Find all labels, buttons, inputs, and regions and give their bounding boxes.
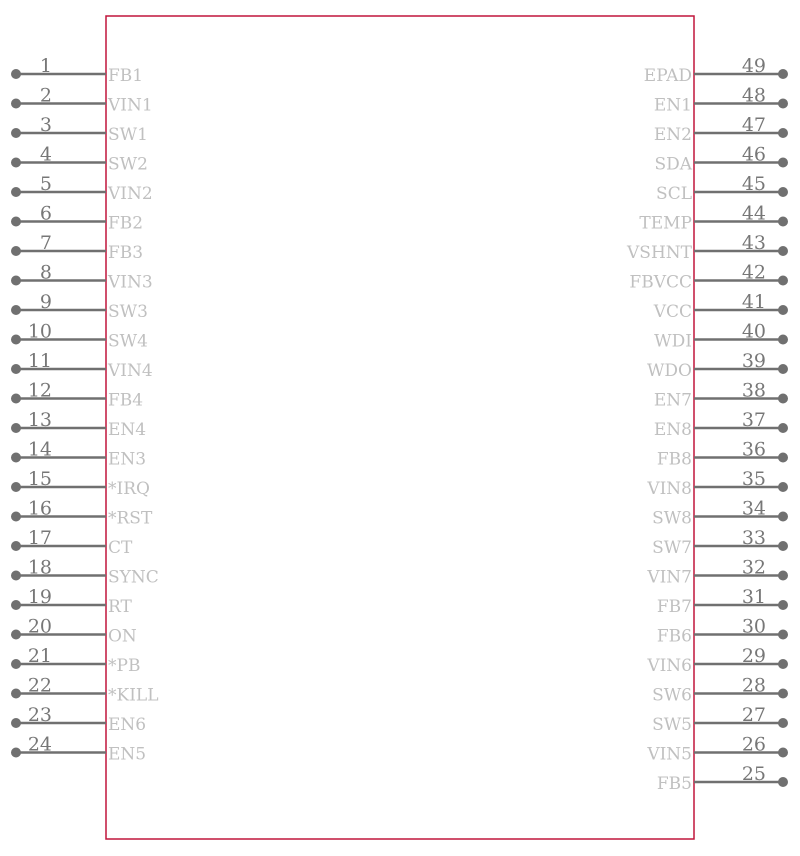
pin-endpoint: [778, 659, 788, 669]
pin-name: VIN1: [108, 95, 153, 116]
pin-endpoint: [11, 187, 21, 197]
pin-number: 27: [741, 704, 766, 726]
pin-33: [652, 527, 788, 558]
pin-22: [11, 675, 159, 706]
pin-endpoint: [11, 423, 21, 433]
pin-16: [11, 498, 153, 529]
pin-number: 1: [39, 55, 52, 77]
pin-name: SW6: [652, 685, 692, 706]
pin-number: 30: [741, 615, 766, 638]
pin-name: CT: [108, 538, 133, 558]
pin-number: 42: [741, 261, 766, 284]
pin-15: [11, 468, 150, 499]
pin-name: VIN6: [647, 656, 692, 676]
pin-endpoint: [11, 512, 21, 522]
pin-26: [646, 734, 788, 765]
pin-number: 14: [27, 438, 52, 461]
pin-number: 35: [741, 468, 766, 490]
pin-10: [11, 321, 148, 352]
pin-18: [11, 557, 159, 588]
pin-37: [654, 409, 788, 440]
pin-endpoint: [778, 600, 788, 610]
pin-number: 17: [27, 527, 52, 549]
pin-name: EN1: [653, 95, 692, 116]
pin-number: 34: [741, 497, 766, 520]
pin-endpoint: [11, 364, 21, 374]
pin-endpoint: [11, 217, 21, 227]
pin-47: [654, 114, 788, 145]
pin-45: [656, 173, 788, 204]
pin-number: 45: [741, 173, 766, 195]
pin-name: SCL: [656, 184, 692, 204]
pin-1: [11, 55, 143, 86]
pin-name: SW1: [108, 125, 148, 145]
pin-name: *RST: [108, 508, 153, 529]
pin-number: 19: [27, 586, 52, 608]
pin-40: [654, 321, 788, 352]
pin-endpoint: [11, 600, 21, 610]
pin-13: [11, 409, 146, 440]
pin-name: FB7: [656, 597, 692, 617]
pin-name: FB1: [108, 66, 144, 86]
pin-name: EN8: [653, 420, 692, 440]
pin-name: EN5: [108, 744, 147, 765]
pin-name: VSHNT: [627, 243, 692, 263]
pin-endpoint: [11, 335, 21, 345]
pin-name: EPAD: [643, 66, 692, 86]
pin-name: FBVCC: [629, 272, 692, 293]
pin-name: EN2: [653, 125, 692, 145]
pin-21: [11, 645, 140, 676]
pin-name: FB4: [108, 390, 144, 411]
pin-name: VIN2: [108, 184, 153, 204]
pin-36: [657, 439, 788, 470]
pin-39: [647, 350, 788, 381]
pin-number: 10: [27, 320, 52, 343]
pin-endpoint: [778, 128, 788, 138]
pin-23: [11, 704, 146, 735]
pin-number: 44: [741, 202, 766, 225]
pin-endpoint: [11, 246, 21, 256]
pin-endpoint: [778, 423, 788, 433]
pin-38: [654, 380, 788, 411]
pin-name: VIN3: [108, 272, 153, 293]
pin-endpoint: [778, 335, 788, 345]
pin-name: TEMP: [639, 213, 692, 234]
pin-number: 28: [741, 674, 766, 697]
pin-endpoint: [778, 99, 788, 109]
pin-endpoint: [11, 718, 21, 728]
pin-endpoint: [778, 394, 788, 404]
pin-7: [11, 232, 143, 263]
pin-number: 11: [27, 350, 52, 372]
pin-4: [11, 144, 148, 175]
pin-number: 29: [741, 645, 766, 667]
pin-name: FB5: [656, 774, 692, 794]
pin-name: EN6: [108, 715, 147, 735]
pin-endpoint: [11, 659, 21, 669]
pin-number: 15: [27, 468, 52, 490]
pin-endpoint: [778, 453, 788, 463]
pin-name: EN7: [653, 390, 692, 411]
pin-endpoint: [11, 630, 21, 640]
pin-name: FB2: [108, 213, 144, 234]
pin-name: SW2: [108, 154, 148, 175]
pin-number: 22: [27, 674, 52, 697]
pin-name: EN4: [108, 420, 147, 440]
pin-number: 49: [741, 55, 766, 77]
pin-name: SW5: [652, 715, 692, 735]
left-pin-group: [11, 55, 159, 765]
pin-name: SW7: [652, 538, 692, 558]
pin-name: WDI: [654, 331, 692, 352]
pin-endpoint: [11, 394, 21, 404]
pin-name: VIN8: [647, 479, 692, 499]
pin-endpoint: [778, 630, 788, 640]
pin-number: 47: [741, 114, 766, 136]
pin-name: RT: [108, 597, 132, 617]
pin-endpoint: [778, 187, 788, 197]
pin-28: [652, 675, 788, 706]
pin-endpoint: [778, 777, 788, 787]
pin-name: FB6: [656, 626, 692, 647]
pin-number: 23: [27, 704, 52, 726]
pin-endpoint: [778, 541, 788, 551]
pin-48: [654, 85, 788, 116]
pin-name: *PB: [108, 656, 141, 676]
pin-number: 32: [741, 556, 766, 579]
pin-number: 46: [741, 143, 766, 166]
pin-41: [653, 291, 788, 322]
pin-name: VIN5: [647, 744, 692, 765]
pin-number: 9: [39, 291, 52, 313]
pin-11: [11, 350, 153, 381]
pin-endpoint: [11, 482, 21, 492]
pin-42: [629, 262, 788, 293]
pin-number: 48: [741, 84, 766, 107]
pin-endpoint: [11, 453, 21, 463]
pin-endpoint: [778, 276, 788, 286]
pin-29: [646, 645, 788, 676]
pin-number: 4: [39, 143, 52, 166]
pin-44: [639, 203, 788, 234]
pin-32: [646, 557, 788, 588]
pin-name: SW4: [108, 331, 148, 352]
pin-number: 13: [27, 409, 52, 431]
pin-endpoint: [11, 571, 21, 581]
pin-name: WDO: [646, 361, 692, 381]
pin-19: [11, 586, 133, 617]
pin-number: 33: [741, 527, 766, 549]
pin-name: SDA: [654, 154, 692, 175]
pin-43: [626, 232, 788, 263]
pin-number: 7: [39, 232, 52, 254]
pin-endpoint: [11, 69, 21, 79]
pin-endpoint: [11, 158, 21, 168]
pin-number: 38: [741, 379, 766, 402]
pin-number: 21: [27, 645, 52, 667]
pin-name: SYNC: [108, 567, 159, 588]
pin-12: [11, 380, 143, 411]
pin-number: 5: [39, 173, 52, 195]
pin-endpoint: [11, 541, 21, 551]
pin-35: [646, 468, 788, 499]
pin-number: 36: [741, 438, 766, 461]
pin-name: SW8: [652, 508, 692, 529]
pin-endpoint: [778, 482, 788, 492]
pin-endpoint: [778, 689, 788, 699]
pin-name: *IRQ: [108, 479, 150, 499]
pin-endpoint: [11, 276, 21, 286]
pin-number: 18: [27, 556, 52, 579]
pin-endpoint: [778, 571, 788, 581]
pin-17: [11, 527, 133, 558]
pin-6: [11, 203, 143, 234]
pin-number: 39: [741, 350, 766, 372]
pin-endpoint: [11, 748, 21, 758]
pin-name: VCC: [653, 302, 692, 322]
pin-endpoint: [778, 246, 788, 256]
pin-name: FB8: [656, 449, 692, 470]
pin-24: [11, 734, 146, 765]
pin-name: EN3: [108, 449, 147, 470]
pin-number: 16: [27, 497, 52, 520]
pin-endpoint: [778, 512, 788, 522]
pin-30: [657, 616, 788, 647]
pin-number: 24: [27, 733, 52, 756]
pin-46: [654, 144, 788, 175]
pin-endpoint: [11, 689, 21, 699]
pin-number: 31: [741, 586, 766, 608]
pin-number: 41: [741, 291, 766, 313]
pin-endpoint: [11, 128, 21, 138]
pin-name: VIN4: [108, 361, 153, 381]
pin-endpoint: [11, 99, 21, 109]
pin-9: [11, 291, 148, 322]
pin-endpoint: [11, 305, 21, 315]
pin-2: [11, 85, 153, 116]
pin-8: [11, 262, 153, 293]
pin-3: [11, 114, 148, 145]
pin-name: *KILL: [108, 685, 159, 706]
pin-number: 6: [39, 202, 52, 225]
pin-34: [652, 498, 788, 529]
pin-49: [644, 55, 788, 86]
right-pin-group: [626, 55, 788, 794]
pin-27: [652, 704, 788, 735]
pin-name: FB3: [108, 243, 144, 263]
pin-name: VIN7: [647, 567, 692, 588]
pin-20: [11, 616, 137, 647]
pin-number: 3: [39, 114, 52, 136]
pin-number: 8: [39, 261, 52, 284]
pin-endpoint: [778, 158, 788, 168]
pin-name: SW3: [108, 302, 148, 322]
pin-31: [657, 586, 788, 617]
pin-endpoint: [778, 748, 788, 758]
pin-number: 43: [741, 232, 766, 254]
component-body: [106, 16, 694, 839]
pin-number: 2: [39, 84, 52, 107]
pin-endpoint: [778, 718, 788, 728]
pin-endpoint: [778, 364, 788, 374]
pin-number: 40: [741, 320, 766, 343]
pin-25: [657, 763, 788, 794]
pin-endpoint: [778, 217, 788, 227]
pin-endpoint: [778, 305, 788, 315]
pin-number: 26: [741, 733, 766, 756]
pin-endpoint: [778, 69, 788, 79]
pin-5: [11, 173, 153, 204]
pin-number: 25: [741, 763, 766, 785]
pin-number: 20: [27, 615, 52, 638]
pin-number: 12: [27, 379, 52, 402]
pin-name: ON: [108, 626, 137, 647]
pin-14: [11, 439, 146, 470]
pin-number: 37: [741, 409, 766, 431]
